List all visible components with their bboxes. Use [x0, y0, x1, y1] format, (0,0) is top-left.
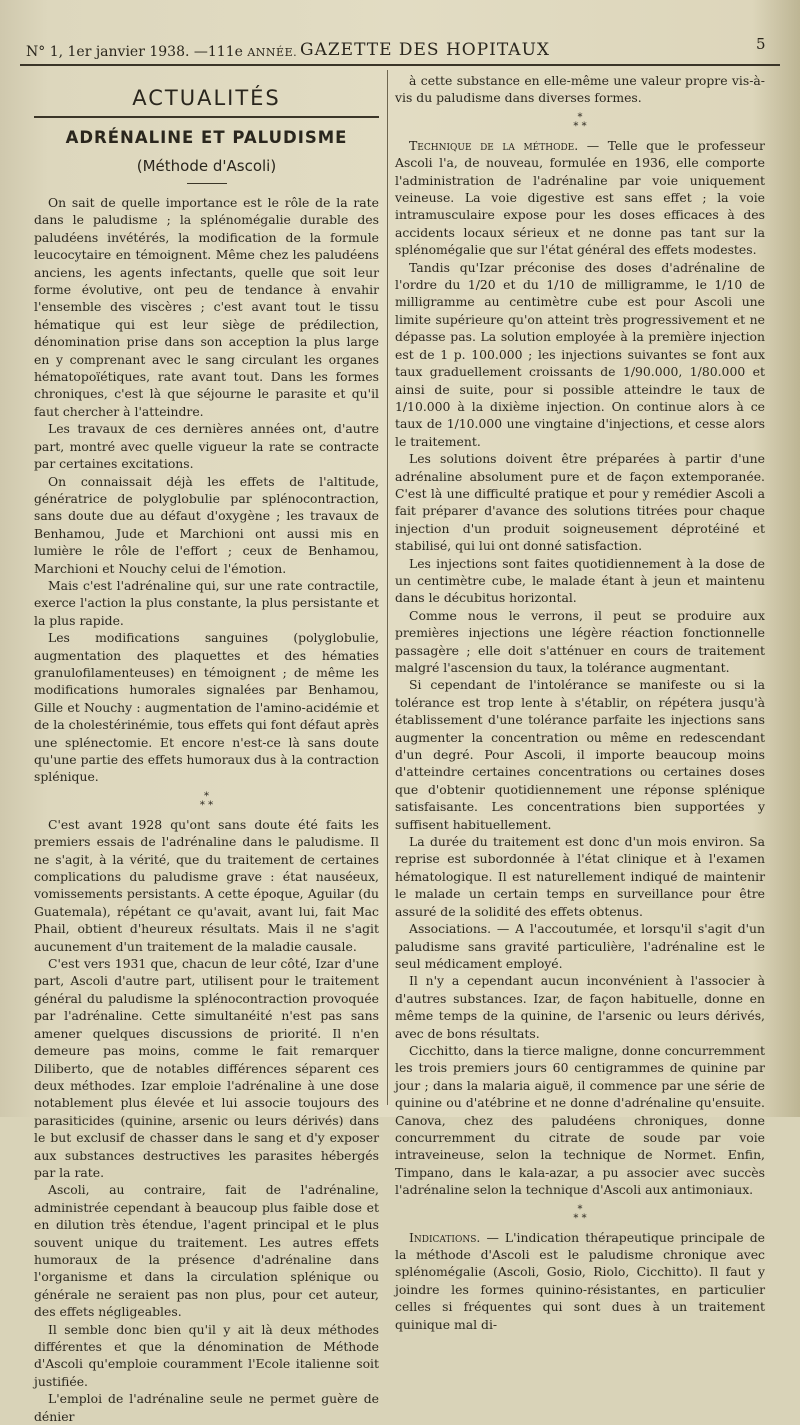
page-header — [0, 30, 800, 66]
article-title: ADRÉNALINE ET PALUDISME — [65, 128, 348, 147]
paragraph: Si cependant de l'intolérance se manifeste ou si la tolérance est trop lente à s'établir, on répétera jusqu'à établissement d'une tolérance parfaite les injections sans augmenter la concentration ou même en redescendant d'un degré. Pour Ascoli, il importe beaucoup moins d'atteindre certaines concentrations ou certaines doses que d'obtenir quotidiennement une réponse splénique satisfaisante. Les concentrations bien supportées y suffisent habituellement. — [395, 677, 765, 832]
indications-lead: Indications. — [409, 1229, 481, 1245]
paragraph: Les modifications sanguines (polyglobulie, augmentation des plaquettes et des hématies granulofilamenteuses) en témoignent ; de même les modifications humorales signalées par Benhamou, Gille et Nouchy : augmentation de l'amino-acidémie et de la cholestérinémie, tous effets qui font défaut après une splénectomie. Et encore n'est-ce là sans doute qu'une partie des effets humoraux dus à la contraction splénique. — [34, 630, 379, 785]
paragraph: Ascoli, au contraire, fait de l'adrénaline, administrée cependant à beaucoup plus faible dose et en dilution très étendue, l'agent principal et le plus souvent unique du traitement. Les autres effets humoraux de la présence d'adrénaline dans l'organisme et dans la circulation splénique ou générale ne seraient pas non plus, pour cet auteur, des effets négligeables. — [34, 1182, 379, 1320]
paragraph: C'est avant 1928 qu'ont sans doute été faits les premiers essais de l'adrénaline dans le paludisme. Il ne s'agit, à la vérité, que du traitement de certaines complications du paludisme grave : état nauséeux, vomissements persistants. A cette époque, Aguilar (du Guatemala), répétant ce qu'avait, avant lui, fait Mac Phail, obtient d'heureux résultats. Mais il ne s'agit aucunement d'un traitement de la maladie causale. — [34, 816, 379, 954]
asterism: * * * — [199, 790, 214, 811]
paragraph: Les solutions doivent être préparées à partir d'une adrénaline absolument pure et de façon extemporanée. C'est là une difficulté pratique et pour y remédier Ascoli a fait préparer d'avance des solutions titrées pour chaque injection d'un produit soigneusement déprotéiné et stabilisé, qui lui ont donné satisfaction. — [395, 451, 765, 554]
section-heading: ACTUALITÉS — [34, 86, 379, 118]
header-rule — [20, 64, 780, 66]
paragraph: Les injections sont faites quotidiennement à la dose de un centimètre cube, le malade étant à jeun et maintenu dans le décubitus horizontal. — [395, 555, 765, 606]
issue-line — [26, 44, 297, 60]
technique-paragraph — [395, 137, 765, 259]
paragraph: Il semble donc bien qu'il y ait là deux méthodes différentes et que la dénomination de Méthode d'Ascoli qu'emploie couramment l'Ecole italienne soit justifiée. — [34, 1321, 379, 1389]
paragraph: C'est vers 1931 que, chacun de leur côté, Izar d'une part, Ascoli d'autre part, utilisent pour le traitement général du paludisme la splénocontraction provoquée par l'adrénaline. Cette simultanéité n'est pas sans amener quelques discussions de priorité. Il n'en demeure pas moins, comme le fait remarquer Diliberto, que de notables différences séparent ces deux méthodes. Izar emploie l'adrénaline à une dose notablement plus élevée et lui associe toujours des parasiticides (quinine, arsenic ou leurs dérivés) dans le but exclusif de chasser dans le sang et d'y exposer aux substances destructives les parasites hébergés par la rate. — [34, 956, 379, 1180]
left-column — [34, 72, 379, 1425]
paragraph: L'emploi de l'adrénaline seule ne permet guère de dénier — [34, 1391, 379, 1424]
issue-text: N° 1, 1er janvier 1938. —111e — [26, 44, 243, 60]
right-column — [395, 72, 765, 1333]
paragraph: La durée du traitement est donc d'un mois environ. Sa reprise est subordonnée à l'état clinique et à l'examen hématologique. Il est naturellement indiqué de maintenir le malade un certain temps en surveillance pour être assuré de la solidité des effets obtenus. — [395, 834, 765, 919]
page-number: 5 — [756, 35, 766, 53]
paragraph: On connaissait déjà les effets de l'altitude, génératrice de polyglobulie par splénocontraction, sans doute due au défaut d'oxygène ; les travaux de Benhamou, Jude et Marchioni ont aussi mis en lumière le rôle de l'effort ; ceux de Benhamou, Marchioni et Nouchy celui de l'émotion. — [34, 473, 379, 576]
paragraph-continued: à cette substance en elle-même une valeur propre vis-à-vis du paludisme dans diverses formes. — [395, 73, 765, 106]
article-subtitle: (Méthode d'Ascoli) — [136, 157, 277, 175]
asterism: * * * — [573, 111, 587, 132]
indications-paragraph — [395, 1229, 765, 1333]
technique-text: — Telle que le professeur Ascoli l'a, de nouveau, formulée en 1936, elle comporte l'administration de l'adrénaline par voie uniquement veineuse. La voie digestive est sans effet ; la voie intramusculaire expose pour les doses efficaces à des accidents locaux sérieux et ne donne pas tant sur la splénomégalie que sur l'état général des effets modestes. — [395, 137, 765, 258]
paragraph: Mais c'est l'adrénaline qui, sur une rate contractile, exerce l'action la plus constante, la plus persistante et la plus rapide. — [34, 577, 379, 628]
paragraph: On sait de quelle importance est le rôle de la rate dans le paludisme ; la splénomégalie durable des paludéens invétérés, la modification de la formule leucocytaire en témoignent. Même chez les paludéens anciens, les agents infectants, quelle que soit leur forme évolutive, ont peu de tendance à envahir l'ensemble des viscères ; c'est avant tout le tissu hématique qui est leur siège de prédilection, dénomination prise dans son acception la plus large en y comprenant avec le sang circulant les organes hématopoïétiques, rate avant tout. Dans les formes chroniques, c'est là que séjourne le parasite et qu'il faut chercher à l'atteindre. — [34, 195, 379, 419]
paragraph: Les travaux de ces dernières années ont, d'autre part, montré avec quelle vigueur la rate se contracte par certaines excitations. — [34, 421, 379, 472]
technique-lead: Technique de la méthode. — [409, 137, 579, 153]
paragraph: Associations. — A l'accoutumée, et lorsqu'il s'agit d'un paludisme sans gravité particulière, l'adrénaline est le seul médicament employé. — [395, 921, 765, 971]
column-divider — [387, 70, 388, 1105]
paragraph: Comme nous le verrons, il peut se produire aux premières injections une légère réaction fonctionnelle passagère ; elle doit s'atténuer en cours de traitement malgré l'ascension du taux, la tolérance augmentant. — [395, 607, 765, 675]
paragraph: Il n'y a cependant aucun inconvénient à l'associer à d'autres substances. Izar, de façon habituelle, donne en même temps de la quinine, de l'arsenic ou leurs dérivés, avec de bons résultats. — [395, 973, 765, 1041]
paragraph: Tandis qu'Izar préconise des doses d'adrénaline de l'ordre du 1/20 et du 1/10 de milligramme, le 1/10 de milligramme au centimètre cube est pour Ascoli une limite supérieure qu'on atteint très progressivement et ne dépasse pas. La solution employée à la première injection est de 1 p. 100.000 ; les injections suivantes se font aux taux graduellement croissants de 1/90.000, 1/80.000 et ainsi de suite, pour si possible atteindre le taux de 1/10.000 à la dixième injection. On continue alors à ce taux de 1/10.000 une vingtaine d'injections, et cesse alors le traitement. — [395, 259, 765, 449]
journal-name: GAZETTE DES HOPITAUX — [300, 40, 551, 60]
paragraph: Cicchitto, dans la tierce maligne, donne concurremment les trois premiers jours 60 centigrammes de quinine par jour ; dans la malaria aiguë, il commence par une série de quinine ou d'atébrine et ne donne d'adrénaline qu'ensuite. Canova, chez des paludéens chroniques, donne concurremment du citrate de soude par voie intraveineuse, selon la technique de Normet. Enfin, Timpano, dans le kala-azar, a pu associer avec succès l'adrénaline selon la technique d'Ascoli aux antimoniaux. — [395, 1042, 765, 1198]
indications-text: — L'indication thérapeutique principale de la méthode d'Ascoli est le paludisme chronique avec splénomégalie (Ascoli, Gosio, Riolo, Cicchitto). Il faut y joindre les formes quinino-résistantes, en particulier celles si fréquentes qui sont dues à un traitement quinique mal di- — [395, 1229, 765, 1332]
asterism: * * * — [573, 1203, 587, 1224]
issue-suffix: ANNÉE. — [247, 46, 298, 59]
title-rule — [187, 183, 227, 184]
